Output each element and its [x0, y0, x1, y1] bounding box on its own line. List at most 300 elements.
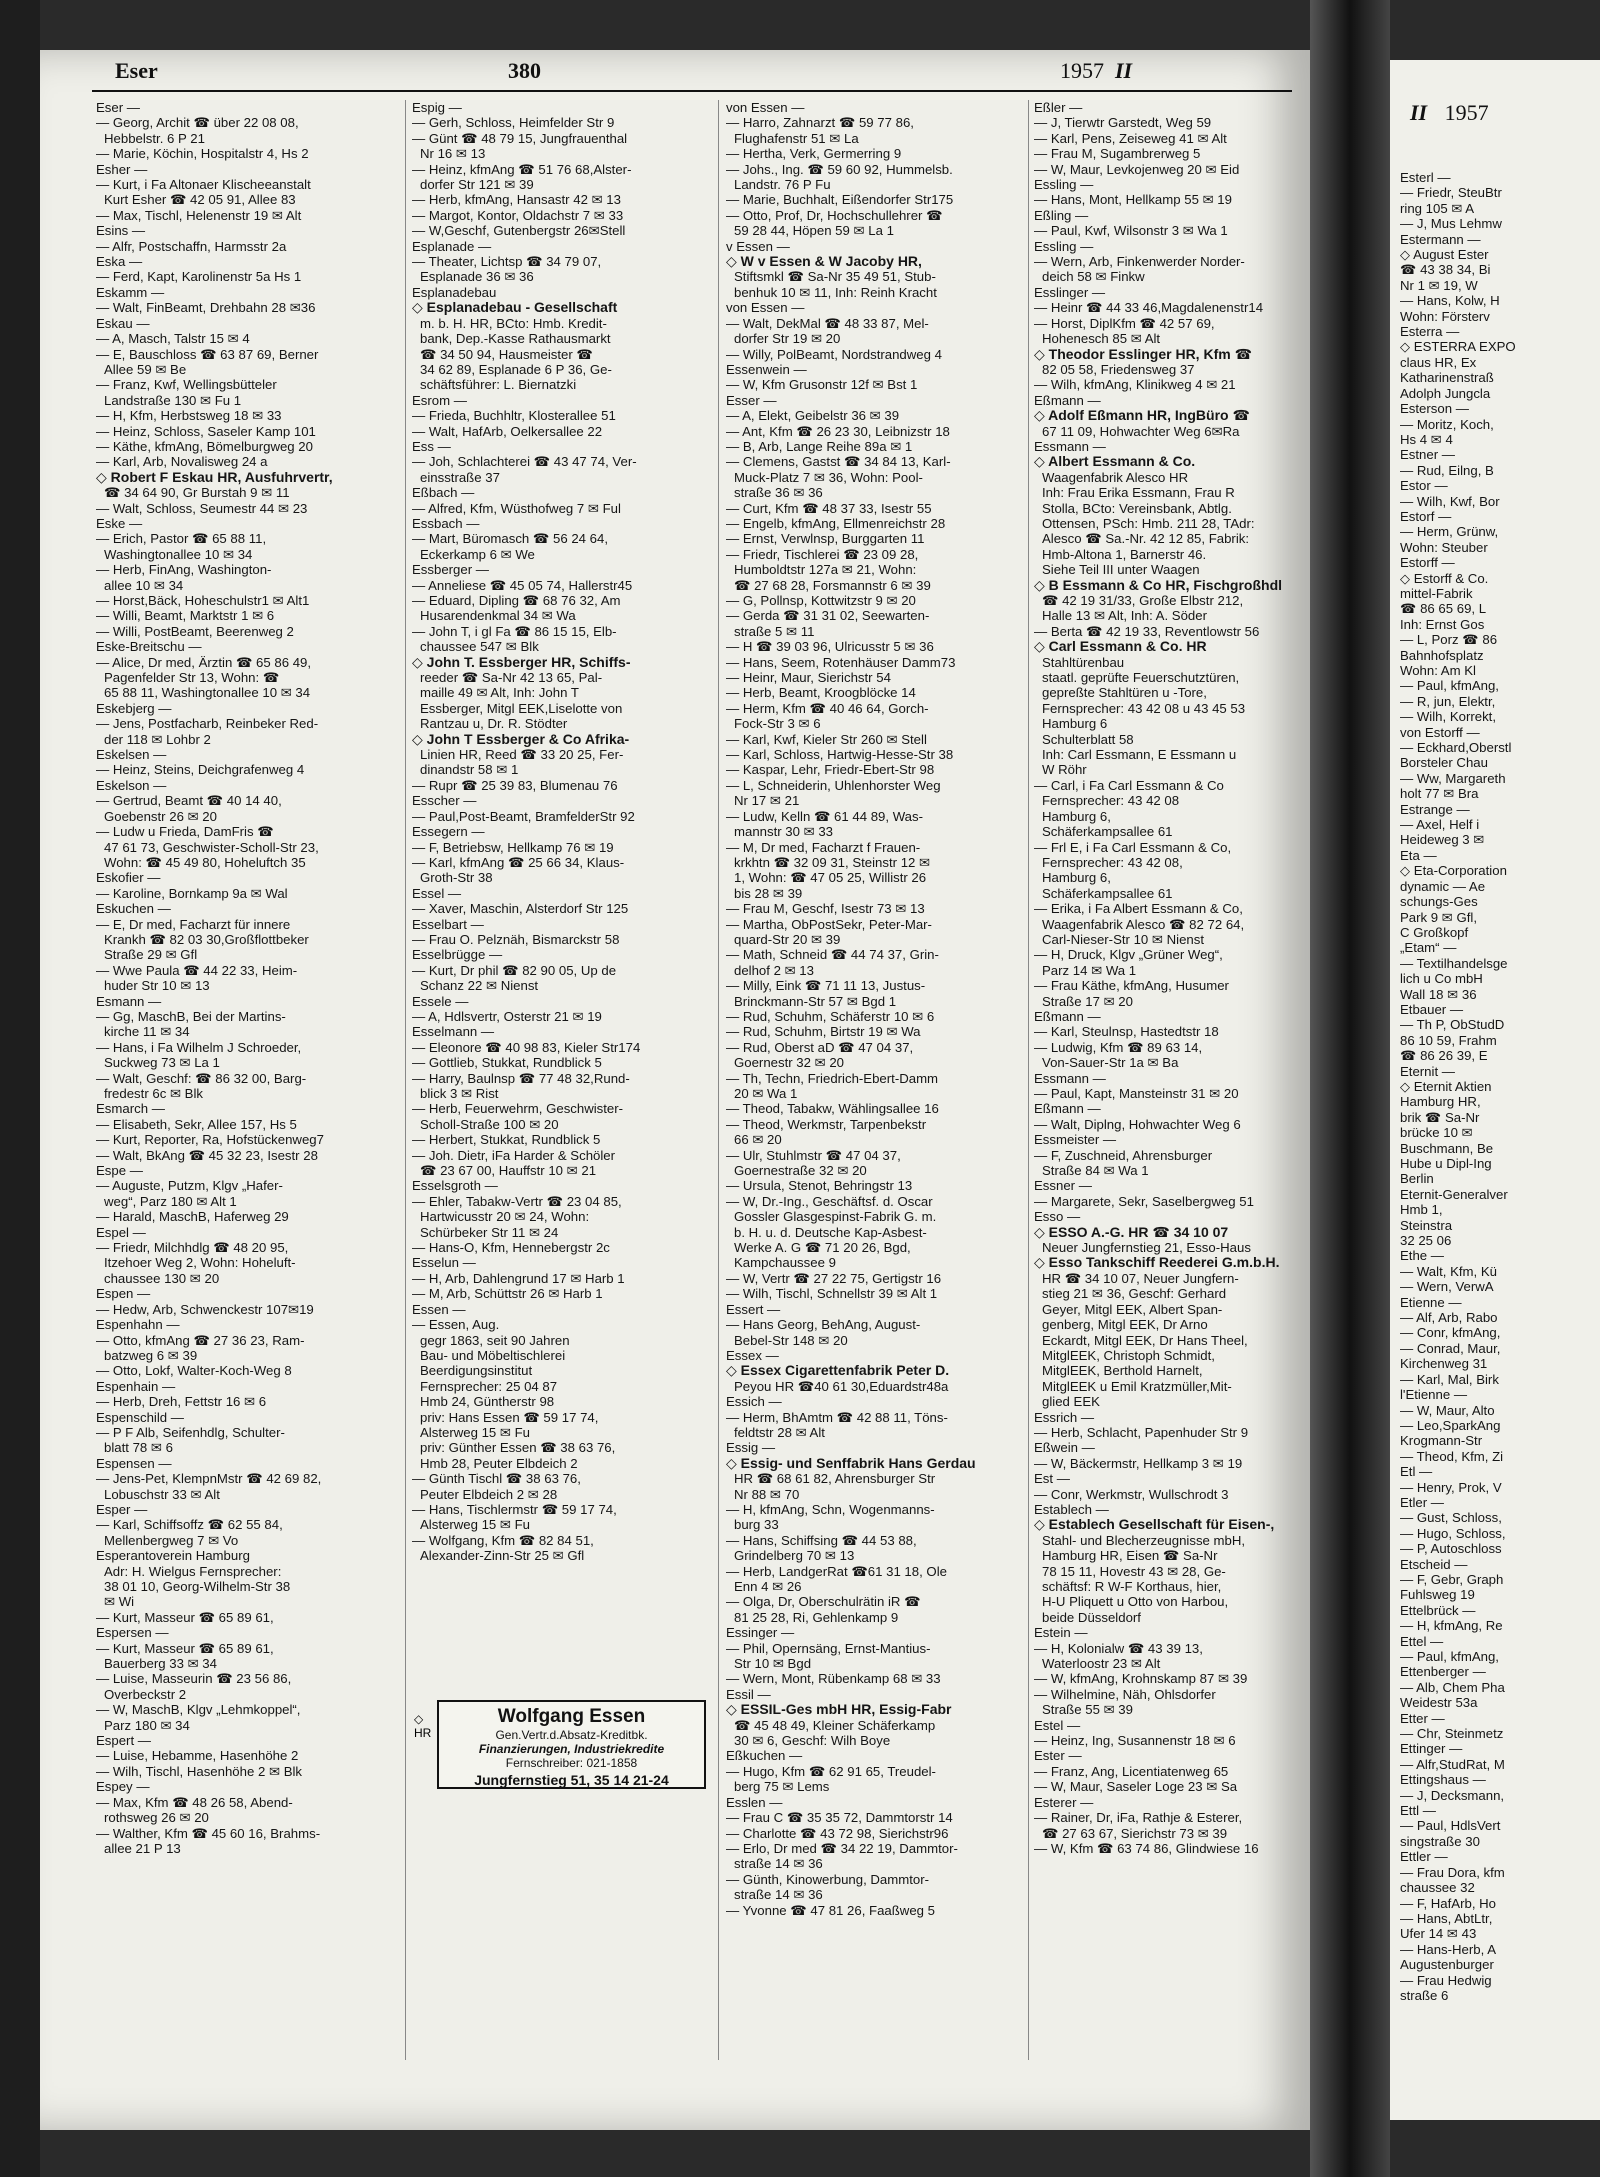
directory-line: Eske-Breitschu — [96, 639, 202, 655]
directory-line: dynamic — Ae [1400, 878, 1486, 894]
directory-line: ◇ ESTERRA EXPO [1400, 339, 1516, 355]
directory-line: „Etam“ — [1400, 940, 1457, 956]
directory-line: — Karl, Steulnsp, Hastedtstr 18 [1034, 1024, 1219, 1040]
directory-line: — Heinz, Steins, Deichgrafenweg 4 [96, 762, 305, 778]
directory-line: Geyer, Mitgl EEK, Albert Span- [1042, 1301, 1223, 1317]
directory-line: Bau- und Möbeltischlerei [420, 1347, 566, 1363]
directory-line: — W, Maur, Alto [1400, 1402, 1495, 1418]
directory-line: — L, Schneiderin, Uhlenhorster Weg [726, 777, 941, 793]
directory-line: — Karl, Schiffsoffz ☎ 62 55 84, [96, 1517, 283, 1533]
column-3 [726, 100, 1026, 2070]
directory-line: — Charlotte ☎ 43 72 98, Sierichstr96 [726, 1825, 949, 1841]
directory-line: Essenwein — [726, 361, 807, 377]
directory-line: Hamburg 6, [1042, 870, 1111, 886]
directory-line: — E, Bauschloss ☎ 63 87 69, Berner [96, 346, 319, 362]
directory-line: — Friedr, Tischlerei ☎ 23 09 28, [726, 546, 919, 562]
directory-line: Espey — [96, 1779, 150, 1795]
directory-line: Waagenfabrik Alesco ☎ 82 72 64, [1042, 916, 1245, 932]
directory-line: Eßling — [1034, 207, 1089, 223]
directory-line: Espenhahn — [96, 1317, 180, 1333]
directory-line: Essrich — [1034, 1409, 1095, 1425]
directory-line: Peuter Elbdeich 2 ✉ 28 [420, 1486, 558, 1502]
directory-line: — Ferd, Kapt, Karolinenstr 5a Hs 1 [96, 269, 302, 285]
directory-line: Carl-Nieser-Str 10 ✉ Nienst [1042, 931, 1205, 947]
directory-line: von Essen — [726, 300, 805, 316]
directory-line: — Ursula, Stenot, Behringstr 13 [726, 1178, 913, 1194]
directory-line: Espe — [96, 1163, 143, 1179]
directory-line: ◇ W v Essen & W Jacoby HR, [726, 254, 922, 270]
directory-line: — Frau Käthe, kfmAng, Husumer [1034, 978, 1229, 994]
directory-line: — Clemens, Gastst ☎ 34 84 13, Karl- [726, 454, 951, 470]
directory-line: Inh: Carl Essmann, E Essmann u [1042, 747, 1237, 763]
directory-line: Ottensen, PSch: Hmb. 211 28, TAdr: [1042, 515, 1255, 531]
directory-line: — Ulr, Stuhlmstr ☎ 47 04 37, [726, 1147, 901, 1163]
directory-line: — Carl, i Fa Carl Essmann & Co [1034, 777, 1224, 793]
directory-line: — Yvonne ☎ 47 81 26, Faaßweg 5 [726, 1902, 935, 1918]
directory-line: Est — [1034, 1471, 1070, 1487]
directory-line: — Theod, Kfm, Zi [1400, 1448, 1504, 1464]
directory-line: ◇ Essex Cigarettenfabrik Peter D. [726, 1363, 950, 1379]
directory-line: Goernestr 32 ✉ 20 [734, 1055, 845, 1071]
directory-line: rothsweg 26 ✉ 20 [104, 1810, 209, 1826]
directory-line: Essig — [726, 1440, 776, 1456]
directory-line: — Wilh, Tischl, Schnellstr 39 ✉ Alt 1 [726, 1286, 938, 1302]
directory-line: 66 ✉ 20 [734, 1132, 782, 1148]
directory-line: Essel — [412, 885, 462, 901]
directory-line: — Wern, Mont, Rübenkamp 68 ✉ 33 [726, 1671, 941, 1687]
directory-line: Neuer Jungfernstieg 21, Esso-Haus [1042, 1240, 1251, 1256]
directory-line: Essmann — [1034, 438, 1106, 454]
directory-line: ◇ B Essmann & Co HR, Fischgroßhdl [1034, 577, 1283, 593]
directory-line: MitglEEK, Berthold Harnelt, [1042, 1363, 1203, 1379]
directory-line: Hmb 28, Peuter Elbdeich 2 [420, 1455, 578, 1471]
directory-line: burg 33 [734, 1517, 779, 1533]
directory-line: Waterloostr 23 ✉ Alt [1042, 1656, 1161, 1672]
directory-line: Etter — [1400, 1710, 1445, 1726]
directory-line: — Walt, Schloss, Seumestr 44 ✉ 23 [96, 500, 308, 516]
directory-line: — Walt, Diplng, Hohwachter Weg 6 [1034, 1116, 1241, 1132]
directory-line: straße 5 ✉ 11 [734, 623, 815, 639]
directory-line: — Hans, Schiffsing ☎ 44 53 88, [726, 1532, 917, 1548]
directory-line: Esselsgroth — [412, 1178, 498, 1194]
directory-line: Esslinger — [1034, 284, 1106, 300]
directory-line: Hamburg HR, Eisen ☎ Sa-Nr [1042, 1548, 1218, 1564]
column-1 [96, 100, 396, 2070]
directory-line: Esmarch — [96, 1101, 165, 1117]
directory-line: — Hedw, Arb, Schwenckestr 107✉19 [96, 1301, 314, 1317]
book-gutter [1310, 0, 1390, 2177]
directory-line: — Wern, VerwA [1400, 1279, 1494, 1295]
directory-line: Esterer — [1034, 1794, 1094, 1810]
directory-line: Espert — [96, 1733, 151, 1749]
directory-line: weg“, Parz 180 ✉ Alt 1 [104, 1193, 237, 1209]
directory-line: Husarendenkmal 34 ✉ Wa [420, 608, 576, 624]
directory-line: Kirchenweg 31 [1400, 1356, 1488, 1372]
directory-line: singstraße 30 [1400, 1833, 1480, 1849]
directory-line: Fernsprecher: 25 04 87 [420, 1378, 558, 1394]
directory-line: ◇ August Ester [1400, 247, 1489, 263]
directory-line: — Alice, Dr med, Ärztin ☎ 65 86 49, [96, 654, 312, 670]
directory-line: Schanz 22 ✉ Nienst [420, 978, 539, 994]
directory-line: bank, Dep.-Kasse Rathausmarkt [420, 331, 611, 347]
directory-line: Parz 180 ✉ 34 [104, 1717, 190, 1733]
directory-line: Esterson — [1400, 401, 1469, 417]
directory-line: ◇ Esso Tankschiff Reederei G.m.b.H. [1034, 1255, 1280, 1271]
directory-line: Allee 59 ✉ Be [104, 361, 187, 377]
directory-line: — Jens, Postfacharb, Reinbeker Red- [96, 716, 319, 732]
directory-line: ◇ Albert Essmann & Co. [1034, 454, 1196, 470]
directory-line: Fernsprecher: 43 42 08 [1042, 793, 1180, 809]
directory-line: — Gg, MaschB, Bei der Martins- [96, 1008, 286, 1024]
directory-line: dorfer Str 19 ✉ 20 [734, 331, 841, 347]
directory-line: Esscher — [412, 793, 477, 809]
directory-line: chaussee 547 ✉ Blk [420, 639, 539, 655]
directory-line: — Hans-Herb, A [1400, 1941, 1497, 1957]
directory-line: — Berta ☎ 42 19 33, Reventlowstr 56 [1034, 623, 1260, 639]
directory-line: — F, Betriebsw, Hellkamp 76 ✉ 19 [412, 839, 614, 855]
directory-line: — E, Dr med, Facharzt für innere [96, 916, 291, 932]
directory-line: Esser — [726, 392, 777, 408]
directory-line: Estor — [1400, 478, 1448, 494]
directory-line: von Estorff — [1400, 724, 1480, 740]
directory-line: — Hans, Seem, Rotenhäuser Damm73 [726, 654, 956, 670]
directory-line: Fernsprecher: 43 42 08 u 43 45 53 [1042, 700, 1246, 716]
directory-line: allee 21 P 13 [104, 1840, 181, 1856]
directory-line: Esper — [96, 1501, 148, 1517]
directory-line: — Rud, Schuhm, Schäferstr 10 ✉ 6 [726, 1008, 935, 1024]
directory-line: — Frau Hedwig [1400, 1972, 1492, 1988]
directory-line: — Wilhelmine, Näh, Ohlsdorfer [1034, 1686, 1216, 1702]
directory-line: — Frieda, Buchhltr, Klosterallee 51 [412, 408, 616, 424]
directory-line: — Kaspar, Lehr, Friedr-Ebert-Str 98 [726, 762, 935, 778]
directory-line: — L, Porz ☎ 86 [1400, 632, 1498, 648]
directory-line: ☎ 42 19 31/33, Große Elbstr 212, [1042, 593, 1244, 608]
directory-line: — Mart, Büromasch ☎ 56 24 64, [412, 531, 609, 547]
directory-line: — Heinz, Schloss, Saseler Kamp 101 [96, 423, 316, 439]
directory-line: schungs-Ges [1400, 894, 1478, 910]
directory-line: — F, Zuschneid, Ahrensburger [1034, 1147, 1213, 1163]
directory-line: Essele — [412, 993, 469, 1009]
directory-line: Hmb-Altona 1, Barnerstr 46. [1042, 546, 1207, 562]
directory-line: Essling — [1034, 177, 1094, 193]
directory-line: Muck-Platz 7 ✉ 36, Wohn: Pool- [734, 469, 923, 485]
directory-line: — Friedr, SteuBtr [1400, 185, 1502, 201]
directory-line: Stolla, BCto: Vereinsbank, Abtlg. [1042, 500, 1232, 516]
directory-line: 47 61 73, Geschwister-Scholl-Str 23, [104, 839, 319, 855]
directory-line: Schürbeker Str 11 ✉ 24 [420, 1224, 559, 1240]
directory-line: — Conrad, Maur, [1400, 1340, 1501, 1356]
directory-line: Estrange — [1400, 801, 1470, 817]
left-dark-strip [0, 0, 40, 2177]
directory-line: dorfer Str 121 ✉ 39 [420, 177, 534, 193]
directory-line: Ettl — [1400, 1803, 1436, 1819]
directory-line: — W, MaschB, Klgv „Lehmkoppel“, [96, 1702, 301, 1718]
directory-line: — A, Elekt, Geibelstr 36 ✉ 39 [726, 408, 900, 424]
directory-line: — W, Dr.-Ing., Geschäftsf. d. Oscar [726, 1193, 933, 1209]
directory-line: — H, kfmAng, Schn, Wogenmanns- [726, 1501, 935, 1517]
directory-line: ◇ Theodor Esslinger HR, Kfm ☎ [1034, 346, 1253, 362]
directory-line: Eßkuchen — [726, 1748, 803, 1764]
directory-line: Eßmann — [1034, 1008, 1101, 1024]
directory-line: Goernestraße 32 ✉ 20 [734, 1163, 867, 1179]
directory-line: — P F Alb, Seifenhdlg, Schulter- [96, 1424, 285, 1440]
directory-line: — H, Arb, Dahlengrund 17 ✉ Harb 1 [412, 1270, 625, 1286]
right-vol: II [1410, 100, 1428, 125]
directory-line: — Engelb, kfmAng, Ellmenreichstr 28 [726, 515, 946, 531]
directory-line: ☎ 23 67 00, Hauffstr 10 ✉ 21 [420, 1163, 597, 1179]
directory-line: Esterl — [1400, 170, 1451, 185]
directory-line: — Th P, ObStudD [1400, 1017, 1505, 1033]
directory-line: stieg 21 ✉ 36, Geschf: Gerhard [1042, 1286, 1227, 1302]
directory-line: — Herm, BhAmtm ☎ 42 88 11, Töns- [726, 1409, 948, 1425]
directory-line: huder Str 10 ✉ 13 [104, 978, 210, 994]
directory-line: blick 3 ✉ Rist [420, 1086, 499, 1101]
directory-line: Estein — [1034, 1625, 1088, 1641]
directory-line: — Ww, Margareth [1400, 770, 1506, 786]
header-keyword: Eser [115, 58, 158, 83]
directory-line: ◇ ESSO A.-G. HR ☎ 34 10 07 [1034, 1224, 1229, 1240]
directory-line: — Rud, Eilng, B [1400, 462, 1494, 478]
directory-line: — M, Dr med, Facharzt f Frauen- [726, 839, 921, 855]
directory-line: Schäferkampsallee 61 [1042, 824, 1173, 840]
directory-line: — Frau Dora, kfm [1400, 1864, 1505, 1880]
directory-line: priv: Hans Essen ☎ 59 17 74, [420, 1409, 599, 1425]
directory-line: Etbauer — [1400, 1001, 1464, 1017]
directory-line: — Franz, Ang, Licentiatenweg 65 [1034, 1763, 1229, 1779]
directory-line: — Otto, Lokf, Walter-Koch-Weg 8 [96, 1363, 292, 1379]
directory-line: ◇ John T Essberger & Co Afrika- [412, 731, 630, 747]
directory-line: — Eleonore ☎ 40 98 83, Kieler Str174 [412, 1039, 641, 1055]
directory-line: — Theod, Werkmstr, Tarpenbekstr [726, 1116, 927, 1132]
directory-line: Stiftsmkl ☎ Sa-Nr 35 49 51, Stub- [734, 269, 936, 285]
directory-line: Espen — [96, 1286, 151, 1302]
directory-line: Bebel-Str 148 ✉ 20 [734, 1332, 848, 1348]
directory-line: schäftsf: R W-F Korthaus, hier, [1042, 1579, 1222, 1594]
directory-line: delhof 2 ✉ 13 [734, 962, 814, 978]
directory-line: — W, Maur, Saseler Loge 23 ✉ Sa [1034, 1779, 1238, 1795]
directory-line: Ufer 14 ✉ 43 [1400, 1926, 1477, 1942]
directory-line: Katharinenstraß [1400, 370, 1494, 386]
directory-line: Wall 18 ✉ 36 [1400, 986, 1477, 1002]
directory-line: — W, kfmAng, Krohnskamp 87 ✉ 39 [1034, 1671, 1248, 1687]
directory-line: Kurt Esher ☎ 42 05 91, Allee 83 [104, 192, 296, 208]
directory-line: Hohenesch 85 ✉ Alt [1042, 331, 1161, 347]
directory-line: Establech — [1034, 1501, 1109, 1517]
directory-line: Esplanade 36 ✉ 36 [420, 269, 534, 285]
directory-line: — Xaver, Maschin, Alsterdorf Str 125 [412, 901, 629, 917]
directory-line: — Gerda ☎ 31 31 02, Seewarten- [726, 608, 930, 624]
directory-line: — Rainer, Dr, iFa, Rathje & Esterer, [1034, 1810, 1243, 1826]
directory-line: 67 11 09, Hohwachter Weg 6✉Ra [1042, 423, 1240, 439]
directory-line: Eternit-Generalver [1400, 1186, 1508, 1202]
directory-line: — Rupr ☎ 25 39 83, Blumenau 76 [412, 777, 618, 793]
directory-line: Essil — [726, 1686, 771, 1702]
directory-line: Esperantoverein Hamburg [96, 1548, 250, 1564]
directory-line: — Rud, Oberst aD ☎ 47 04 37, [726, 1039, 914, 1055]
directory-line: blatt 78 ✉ 6 [104, 1440, 173, 1456]
directory-line: Itzehoer Weg 2, Wohn: Hoheluft- [104, 1255, 296, 1271]
directory-line: Werke A. G ☎ 71 20 26, Bgd, [734, 1240, 911, 1256]
directory-line: straße 36 ✉ 36 [734, 485, 823, 501]
directory-line: — Curt, Kfm ☎ 48 37 33, Isestr 55 [726, 500, 932, 516]
directory-line: — Karl, Mal, Birk [1400, 1371, 1499, 1387]
directory-line: — F, Gebr, Graph [1400, 1571, 1504, 1587]
directory-line: — Joh. Dietr, iFa Harder & Schöler [412, 1147, 616, 1163]
directory-line: Landstr. 76 P Fu [734, 177, 831, 193]
directory-line: Essmeister — [1034, 1132, 1117, 1148]
directory-line: Schäferkampsallee 61 [1042, 885, 1173, 901]
directory-line: — Willi, PostBeamt, Beerenweg 2 [96, 623, 294, 639]
directory-line: Eskebjerg — [96, 700, 172, 716]
directory-line: — Gertrud, Beamt ☎ 40 14 40, [96, 793, 282, 809]
directory-line: — Gottlieb, Stukkat, Rundblick 5 [412, 1055, 602, 1071]
directory-line: Bauerberg 33 ✉ 34 [104, 1656, 217, 1672]
directory-line: Espenhain — [96, 1378, 176, 1394]
directory-line: staatl. geprüfte Feuerschutztüren, [1042, 670, 1240, 686]
directory-line: MitglEEK u Emil Kratzmüller,Mit- [1042, 1378, 1232, 1394]
directory-line: 38 01 10, Georg-Wilhelm-Str 38 [104, 1579, 291, 1594]
directory-line: — Käthe, kfmAng, Bömelburgweg 20 [96, 438, 313, 454]
directory-line: fredestr 6c ✉ Blk [104, 1086, 203, 1101]
directory-line: — Erika, i Fa Albert Essmann & Co, [1034, 901, 1243, 917]
directory-line: 59 28 44, Höpen 59 ✉ La 1 [734, 223, 894, 239]
directory-line: Alsterweg 15 ✉ Fu [420, 1424, 531, 1440]
directory-line: — Gust, Schloss, [1400, 1510, 1502, 1526]
directory-line: batzweg 6 ✉ 39 [104, 1347, 198, 1363]
directory-line: ◇ Essig- und Senffabrik Hans Gerdau [726, 1455, 976, 1471]
directory-line: Estermann — [1400, 231, 1481, 247]
directory-line: Scholl-Straße 100 ✉ 20 [420, 1116, 559, 1132]
directory-line: — Luise, Hebamme, Hasenhöhe 2 [96, 1748, 299, 1764]
directory-line: Nr 1 ✉ 19, W [1400, 277, 1478, 293]
directory-line: — Herb, Feuerwehrm, Geschwister- [412, 1101, 624, 1117]
ad-address: Jungfernstieg 51, 35 14 21-24 [474, 1772, 669, 1788]
directory-line: Essmann — [1034, 1070, 1106, 1086]
header-year: 1957 [1060, 58, 1104, 83]
directory-line: — J, Decksmann, [1400, 1787, 1505, 1803]
directory-line: — Wolfgang, Kfm ☎ 82 84 51, [412, 1532, 594, 1548]
directory-line: ✉ Wi [104, 1594, 135, 1610]
directory-line: — Karl, kfmAng ☎ 25 66 34, Klaus- [412, 854, 625, 870]
directory-line: — Eduard, Dipling ☎ 68 76 32, Am [412, 593, 621, 608]
directory-line: Straße 17 ✉ 20 [1042, 993, 1133, 1009]
directory-line: — Franz, Kwf, Wellingsbütteler [96, 377, 277, 393]
directory-line: 86 10 59, Frahm [1400, 1032, 1497, 1048]
directory-line: — Kurt, Masseur ☎ 65 89 61, [96, 1640, 274, 1656]
directory-line: — Harry, Baulnsp ☎ 77 48 32,Rund- [412, 1070, 630, 1086]
directory-line: berg 75 ✉ Lems [734, 1779, 830, 1795]
directory-line: ◇ Adolf Eßmann HR, IngBüro ☎ [1034, 408, 1250, 424]
directory-line: — Ant, Kfm ☎ 26 23 30, Leibnizstr 18 [726, 423, 950, 439]
directory-line: Suckweg 73 ✉ La 1 [104, 1055, 220, 1071]
directory-line: 82 05 58, Friedensweg 37 [1042, 361, 1195, 377]
directory-line: — Marie, Köchin, Hospitalstr 4, Hs 2 [96, 146, 309, 162]
directory-line: Wohn: Steuber [1400, 539, 1488, 555]
directory-line: Hamburg 6, [1042, 808, 1111, 824]
directory-line: — Paul, HdlsVert [1400, 1818, 1501, 1834]
directory-line: ◇ Esplanadebau - Gesellschaft [412, 300, 618, 316]
directory-line: Brinckmann-Str 57 ✉ Bgd 1 [734, 993, 897, 1009]
ad-telex: Fernschreiber: 021-1858 [505, 1756, 638, 1770]
directory-line: — Erlo, Dr med ☎ 34 22 19, Dammtor- [726, 1840, 958, 1856]
directory-line: — H, Druck, Klgv „Grüner Weg“, [1034, 947, 1223, 963]
directory-line: Inh: Frau Erika Essmann, Frau R [1042, 485, 1235, 501]
directory-line: Eskamm — [96, 284, 165, 300]
directory-line: Etler — [1400, 1494, 1444, 1510]
directory-line: Grindelberg 70 ✉ 13 [734, 1548, 855, 1564]
directory-line: — Leo,SparkAng [1400, 1417, 1501, 1433]
directory-line: Esslen — [726, 1794, 783, 1810]
directory-line: — J, Mus Lehmw [1400, 216, 1502, 232]
directory-line: Essbach — [412, 515, 480, 531]
directory-line: Siehe Teil III unter Waagen [1042, 562, 1200, 578]
directory-line: Esterra — [1400, 324, 1460, 340]
directory-line: Eta — [1400, 847, 1437, 863]
right-year: 1957 [1444, 100, 1489, 125]
right-column [1400, 170, 1600, 2003]
directory-line: — Wilh, Kwf, Bor [1400, 493, 1500, 509]
directory-line: ◇ ESSIL-Ges mbH HR, Essig-Fabr [726, 1702, 952, 1718]
directory-line: 34 62 89, Esplanade 6 P 36, Ge- [420, 361, 612, 377]
directory-line: Adr: H. Wielgus Fernsprecher: [104, 1563, 282, 1579]
directory-line: Espensen — [96, 1455, 172, 1471]
directory-line: — Otto, Prof, Dr, Hochschullehrer ☎ [726, 207, 943, 223]
directory-line: — Walt, DekMal ☎ 48 33 87, Mel- [726, 315, 929, 331]
directory-line: — Max, Tischl, Helenenstr 19 ✉ Alt [96, 207, 302, 223]
header-rule [92, 90, 1292, 92]
advertisement-box [437, 1700, 706, 1789]
directory-line: Wohn: Am Kl [1400, 663, 1476, 678]
directory-line: Hamburg HR, [1400, 1094, 1481, 1110]
directory-line: — Milly, Eink ☎ 71 11 13, Justus- [726, 978, 926, 994]
directory-line: Steinstra [1400, 1217, 1453, 1233]
directory-line: Krankh ☎ 82 03 30,Großflottbeker [104, 931, 309, 947]
directory-line: Ess — [412, 438, 451, 454]
directory-line: — Herm, Kfm ☎ 40 46 64, Gorch- [726, 700, 929, 716]
directory-line: Humboldtstr 127a ✉ 21, Wohn: [734, 562, 917, 578]
header-volume: II [1115, 58, 1133, 83]
directory-line: — Joh, Schlachterei ☎ 43 47 74, Ver- [412, 454, 637, 470]
directory-line: ☎ 27 63 67, Sierichstr 73 ✉ 39 [1042, 1825, 1228, 1841]
right-page [1390, 60, 1600, 2120]
directory-line: Essberger — [412, 562, 489, 578]
directory-line: — Hans-O, Kfm, Hennebergstr 2c [412, 1240, 610, 1256]
directory-line: — Karl, Schloss, Hartwig-Hesse-Str 38 [726, 747, 954, 763]
directory-line: Essex — [726, 1347, 779, 1363]
directory-line: W Röhr [1042, 762, 1087, 778]
directory-line: ◇ John T. Essberger HR, Schiffs- [412, 654, 631, 670]
directory-line: Eßbach — [412, 485, 475, 501]
directory-line: — Conr, kfmAng, [1400, 1325, 1501, 1341]
directory-line: straße 14 ✉ 36 [734, 1856, 823, 1872]
directory-line: Augustenburger [1400, 1957, 1494, 1973]
directory-line: HR ☎ 34 10 07, Neuer Jungfern- [1042, 1270, 1239, 1286]
directory-line: C Großkopf [1400, 924, 1469, 940]
directory-line: — Margot, Kontor, Oldachstr 7 ✉ 33 [412, 207, 624, 223]
directory-line: — Martha, ObPostSekr, Peter-Mar- [726, 916, 932, 932]
directory-line: — Marie, Buchhalt, Eißendorfer Str175 [726, 192, 954, 208]
directory-line: — Paul, Kapt, Mansteinstr 31 ✉ 20 [1034, 1086, 1239, 1101]
directory-line: Halle 13 ✉ Alt, Inh: A. Söder [1042, 608, 1207, 624]
directory-line: — Ludw u Frieda, DamFris ☎ [96, 824, 274, 840]
directory-line: Esselmann — [412, 1024, 495, 1040]
directory-line: — Wern, Arb, Finkenwerder Norder- [1034, 254, 1245, 270]
directory-line: — Alb, Chem Pha [1400, 1679, 1505, 1695]
directory-line: — H, kfmAng, Re [1400, 1618, 1503, 1634]
directory-line: — A, Hdlsvertr, Osterstr 21 ✉ 19 [412, 1008, 602, 1024]
directory-line: — Theod, Tabakw, Wählingsallee 16 [726, 1101, 939, 1117]
directory-line: Esins — [96, 223, 146, 239]
